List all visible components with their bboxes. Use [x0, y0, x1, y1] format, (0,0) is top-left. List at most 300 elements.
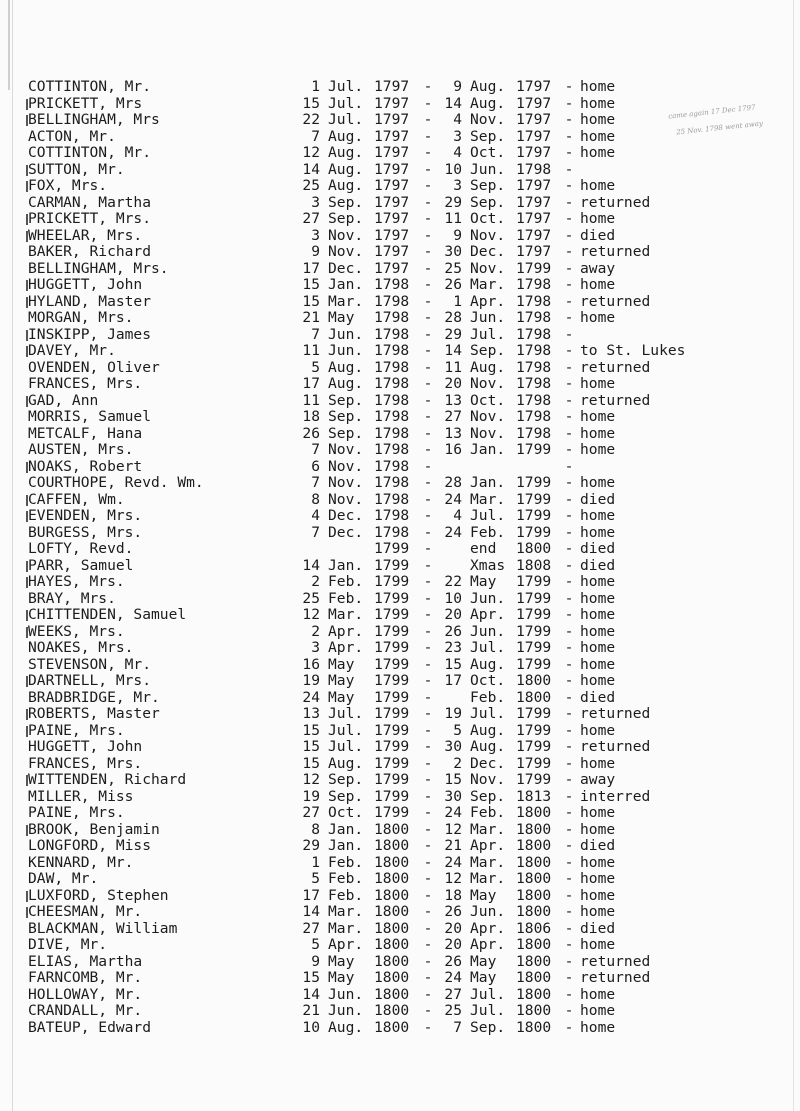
register-row [24, 921, 736, 938]
entry-dash: - [564, 458, 574, 475]
entry-dash: - [564, 409, 574, 425]
entry-dash: - [564, 920, 574, 937]
register-row [24, 343, 736, 360]
entry-end-year: 1800 [516, 673, 552, 689]
entry-end-day: 20 [444, 376, 462, 392]
entry-end-day: 24 [444, 524, 462, 541]
entry-start-year: 1799 [374, 656, 410, 673]
entry-start-day: 12 [302, 772, 320, 788]
scan-edge-mark [26, 775, 28, 786]
entry-end-month: Sep. [470, 343, 506, 359]
entry-end-day: 11 [444, 211, 462, 227]
entry-dash: - [423, 970, 433, 986]
entry-end-day: 20 [444, 920, 462, 937]
entry-dash: - [564, 937, 574, 953]
entry-end-year: 1806 [516, 920, 552, 937]
entry-end-year: 1800 [516, 689, 552, 706]
register-row [24, 211, 736, 228]
register-row [24, 459, 736, 476]
entry-end-month: Aug. [470, 739, 506, 755]
entry-outcome: home [580, 672, 616, 689]
entry-end-day: 27 [444, 409, 462, 425]
entry-end-day: 20 [444, 607, 462, 623]
entry-start-month: Jun. [328, 326, 364, 343]
register-row [24, 1003, 736, 1020]
entry-end-year: 1799 [516, 607, 552, 623]
entry-end-day: 25 [444, 1003, 462, 1019]
entry-end-day: 26 [444, 904, 462, 920]
entry-end-year: 1797 [516, 178, 552, 194]
scan-edge-mark [26, 495, 28, 506]
entry-end-month: Jun. [470, 310, 506, 326]
entry-outcome: home [580, 523, 616, 541]
entry-name: LUXFORD, Stephen [28, 887, 169, 904]
entry-end-month: Mar. [470, 821, 506, 838]
entry-dash: - [423, 508, 433, 524]
entry-start-day: 14 [302, 904, 320, 920]
entry-end-year: 1798 [516, 161, 552, 178]
register-row [24, 805, 736, 822]
entry-start-year: 1800 [374, 904, 410, 920]
scan-edge-mark [26, 577, 28, 588]
entry-end-month: Mar. [470, 871, 506, 887]
entry-end-day: 29 [444, 326, 462, 343]
entry-start-day: 27 [302, 211, 320, 227]
entry-dash: - [564, 821, 574, 838]
entry-name: MILLER, Miss [28, 788, 134, 805]
entry-name: NOAKS, Robert [28, 458, 143, 475]
register-row [24, 756, 736, 773]
entry-end-month: Sep. [470, 178, 506, 194]
entry-start-year: 1797 [374, 194, 410, 211]
entry-end-month: Aug. [470, 722, 506, 739]
entry-start-year: 1799 [374, 706, 410, 722]
entry-start-day: 21 [302, 1003, 320, 1019]
entry-end-day: 11 [444, 359, 462, 376]
entry-start-year: 1798 [374, 491, 410, 508]
entry-end-month: Nov. [470, 772, 506, 788]
entry-start-year: 1798 [374, 524, 410, 541]
entry-start-year: 1800 [374, 920, 410, 937]
entry-end-day: 26 [444, 277, 462, 293]
entry-end-day: 29 [444, 194, 462, 211]
entry-end-year: 1799 [516, 524, 552, 541]
entry-start-year: 1799 [374, 574, 410, 590]
entry-start-year: 1800 [374, 970, 410, 986]
entry-dash: - [564, 590, 574, 607]
entry-dash: - [564, 260, 574, 277]
entry-start-month: Jul. [328, 722, 364, 739]
entry-outcome [580, 327, 736, 344]
entry-dash: - [564, 392, 574, 409]
entry-outcome: home [580, 606, 616, 623]
entry-end-day [440, 558, 470, 575]
entry-outcome: home [580, 754, 616, 772]
entry-end-day: 4 [453, 145, 462, 161]
entry-end-year: 1799 [516, 475, 552, 491]
entry-end-month: Feb. [470, 689, 506, 706]
entry-end-day [440, 690, 470, 707]
entry-outcome: home [580, 820, 616, 838]
entry-end-day: 4 [453, 112, 462, 128]
entry-name: MORGAN, Mrs. [28, 310, 134, 326]
entry-end-month: Jun. [470, 161, 506, 178]
scan-edge-mark [26, 330, 28, 341]
entry-end-month: Nov. [470, 376, 506, 392]
entry-start-day: 19 [302, 673, 320, 689]
entry-end-year: 1797 [516, 128, 552, 145]
entry-dash: - [564, 442, 574, 458]
entry-end-year: 1798 [516, 425, 552, 442]
entry-name: SUTTON, Mr. [28, 161, 125, 178]
entry-end-year: 1800 [516, 1019, 552, 1036]
entry-end-month: Nov. [470, 425, 506, 442]
entry-start-day: 16 [302, 656, 320, 673]
entry-dash: - [423, 310, 433, 326]
register-row [24, 640, 736, 657]
entry-dash: - [423, 244, 433, 260]
register-row [24, 409, 736, 426]
entry-end-month: May [470, 970, 497, 986]
entry-start-year: 1798 [374, 508, 410, 524]
entry-name: WITTENDEN, Richard [28, 772, 187, 788]
entry-end-year: 1799 [516, 706, 552, 722]
entry-outcome: home [580, 870, 616, 887]
entry-start-day: 29 [302, 838, 320, 854]
entry-dash: - [423, 112, 433, 128]
entry-end-month: Apr. [470, 920, 506, 937]
entry-outcome: died [580, 226, 616, 244]
entry-dash: - [564, 722, 574, 739]
entry-start-month: Feb. [328, 574, 364, 590]
scan-edge-mark [26, 561, 28, 572]
page-right-edge [793, 0, 794, 1111]
entry-end-month: Sep. [470, 194, 506, 211]
register-row [24, 739, 736, 756]
entry-name: FRANCES, Mrs. [28, 755, 143, 772]
register-row [24, 360, 736, 377]
entry-end-month: Jul. [470, 986, 506, 1003]
scan-edge-mark [26, 346, 28, 357]
entry-end-day: 10 [444, 590, 462, 607]
entry-start-month: Jan. [328, 821, 364, 838]
entry-end-year: 1808 [516, 557, 552, 574]
entry-dash: - [564, 706, 574, 722]
entry-start-month: Aug. [328, 359, 364, 376]
entry-outcome: returned [580, 292, 651, 310]
entry-end-year: 1799 [516, 260, 552, 277]
entry-start-day: 14 [302, 161, 320, 178]
entry-end-day: 15 [444, 656, 462, 673]
register-row [24, 475, 736, 492]
entry-start-month: Jan. [328, 838, 364, 854]
entry-start-month: Nov. [328, 458, 364, 475]
register-row [24, 937, 736, 954]
entry-end-month: Mar. [470, 491, 506, 508]
entry-dash: - [564, 541, 574, 557]
entry-end-day: 2 [453, 755, 462, 772]
register-row [24, 888, 736, 905]
entry-end-month: Jul. [470, 706, 506, 722]
register-row [24, 970, 736, 987]
entry-name: ACTON, Mr. [28, 128, 116, 145]
entry-dash: - [564, 161, 574, 178]
entry-outcome: interred [580, 787, 651, 805]
entry-dash: - [423, 458, 433, 475]
entry-dash: - [423, 475, 433, 491]
entry-start-day: 19 [302, 788, 320, 805]
entry-end-year: 1799 [516, 755, 552, 772]
entry-start-month: Sep. [328, 425, 364, 442]
entry-start-month: Apr. [328, 623, 364, 640]
entry-dash: - [423, 788, 433, 805]
entry-end-month: Oct. [470, 145, 506, 161]
entry-name: BAKER, Richard [28, 244, 152, 260]
register-body [24, 79, 736, 1036]
register-row [24, 574, 736, 591]
entry-dash: - [423, 409, 433, 425]
entry-dash: - [564, 376, 574, 392]
entry-name: OVENDEN, Oliver [28, 359, 160, 376]
entry-end-day: 23 [444, 640, 462, 656]
entry-start-month: Dec. [328, 508, 364, 524]
entry-end-year: 1800 [516, 838, 552, 854]
entry-start-month: Mar. [328, 920, 364, 937]
entry-dash: - [564, 475, 574, 491]
entry-name: FRANCES, Mrs. [28, 376, 143, 392]
entry-start-day: 15 [302, 277, 320, 293]
entry-start-year: 1798 [374, 343, 410, 359]
entry-start-month: Jul. [328, 95, 364, 112]
entry-dash: - [564, 524, 574, 541]
entry-end-year: 1798 [516, 409, 552, 425]
scan-edge-mark [26, 165, 28, 176]
entry-name: BELLINGHAM, Mrs [28, 112, 160, 128]
register-row [24, 244, 736, 261]
entry-end-year: 1797 [516, 244, 552, 260]
entry-name: DAW, Mr. [28, 871, 99, 887]
entry-end-day: 24 [444, 805, 462, 821]
entry-outcome [580, 162, 736, 179]
entry-start-day: 3 [311, 194, 320, 211]
entry-start-month: Feb. [328, 854, 364, 871]
entry-end-year: 1800 [516, 854, 552, 871]
entry-end-year: 1797 [516, 79, 552, 95]
scan-edge-mark [26, 825, 28, 836]
register-row [24, 871, 736, 888]
scan-edge-mark [26, 214, 28, 225]
entry-outcome: away [580, 771, 616, 788]
entry-name: CARMAN, Martha [28, 194, 152, 211]
entry-outcome: returned [580, 391, 651, 409]
entry-end-day: 26 [444, 623, 462, 640]
entry-dash: - [564, 970, 574, 986]
entry-dash: - [564, 838, 574, 854]
entry-end-day: 7 [453, 1019, 462, 1036]
entry-start-day: 2 [311, 623, 320, 640]
entry-name: HYLAND, Master [28, 293, 152, 310]
entry-dash: - [564, 112, 574, 128]
entry-start-year: 1800 [374, 986, 410, 1003]
entry-dash: - [423, 145, 433, 161]
register-row [24, 376, 736, 393]
register-row [24, 393, 736, 410]
entry-end-month: Oct. [470, 211, 506, 227]
register-row [24, 525, 736, 542]
entry-end-day: 3 [453, 128, 462, 145]
scan-edge-mark [26, 726, 28, 737]
entry-name: CRANDALL, Mr. [28, 1003, 143, 1019]
page-binding-mark [8, 0, 10, 90]
entry-end-month: Aug. [470, 359, 506, 376]
entry-dash: - [564, 607, 574, 623]
entry-end-month: Oct. [470, 392, 506, 409]
entry-dash: - [423, 640, 433, 656]
entry-outcome: home [580, 721, 616, 739]
entry-name: FARNCOMB, Mr. [28, 970, 143, 986]
entry-end-day: 30 [444, 788, 462, 805]
entry-end-day: 4 [453, 508, 462, 524]
entry-name: WHEELAR, Mrs. [28, 227, 143, 244]
entry-dash: - [564, 508, 574, 524]
entry-dash: - [423, 821, 433, 838]
entry-start-month: Jul. [328, 739, 364, 755]
entry-start-month [328, 541, 374, 558]
entry-dash: - [564, 887, 574, 904]
entry-end-day: 24 [444, 854, 462, 871]
entry-dash: - [423, 986, 433, 1003]
entry-dash: - [423, 293, 433, 310]
entry-end-year: 1799 [516, 590, 552, 607]
register-row [24, 294, 736, 311]
entry-end-month: May [470, 953, 497, 970]
entry-start-month: Apr. [328, 937, 364, 953]
register-row [24, 178, 736, 195]
scan-edge-mark [26, 511, 28, 522]
entry-start-day: 3 [311, 640, 320, 656]
entry-name: BROOK, Benjamin [28, 821, 160, 838]
entry-start-year: 1800 [374, 1003, 410, 1019]
entry-start-month: Sep. [328, 211, 364, 227]
entry-end-month: Feb. [470, 805, 506, 821]
entry-end-year: 1800 [516, 871, 552, 887]
entry-name: DARTNELL, Mrs. [28, 673, 152, 689]
entry-start-year: 1797 [374, 161, 410, 178]
entry-start-month: Aug. [328, 128, 364, 145]
entry-outcome: returned [580, 358, 651, 376]
entry-dash: - [423, 557, 433, 574]
entry-name: BRAY, Mrs. [28, 590, 116, 607]
entry-start-month: Jul. [328, 112, 364, 128]
entry-end-month: Aug. [470, 79, 506, 95]
entry-end-day: 20 [444, 937, 462, 953]
entry-end-year: 1813 [516, 788, 552, 805]
entry-start-year: 1799 [374, 673, 410, 689]
register-row [24, 442, 736, 459]
entry-start-month: Feb. [328, 590, 364, 607]
entry-end-year: 1799 [516, 772, 552, 788]
entry-dash: - [564, 79, 574, 95]
entry-start-year: 1799 [374, 689, 410, 706]
entry-end-month: Dec. [470, 244, 506, 260]
entry-dash: - [423, 706, 433, 722]
entry-end-month: Sep. [470, 788, 506, 805]
entry-start-day: 7 [311, 442, 320, 458]
entry-outcome: died [580, 919, 616, 937]
entry-name: BATEUP, Edward [28, 1019, 152, 1036]
entry-end-year: 1797 [516, 145, 552, 161]
register-row [24, 96, 736, 113]
register-row [24, 558, 736, 575]
entry-dash: - [423, 1019, 433, 1036]
entry-end-day: 13 [444, 425, 462, 442]
entry-dash: - [564, 326, 574, 343]
entry-start-day: 5 [311, 359, 320, 376]
entry-dash: - [564, 953, 574, 970]
entry-name: PAINE, Mrs. [28, 805, 125, 821]
entry-end-day: 28 [444, 475, 462, 491]
entry-start-month: Aug. [328, 145, 364, 161]
entry-dash: - [564, 178, 574, 194]
entry-end-year: 1799 [516, 623, 552, 640]
entry-dash: - [423, 722, 433, 739]
entry-start-year: 1798 [374, 425, 410, 442]
entry-dash: - [423, 491, 433, 508]
entry-start-year: 1797 [374, 227, 410, 244]
entry-end-day: 9 [453, 227, 462, 244]
entry-end-year: 1799 [516, 491, 552, 508]
entry-dash: - [423, 904, 433, 920]
scan-edge-mark [26, 297, 28, 308]
entry-start-year: 1799 [374, 623, 410, 640]
entry-start-month: Jan. [328, 277, 364, 293]
entry-end-year: 1799 [516, 508, 552, 524]
entry-outcome: home [580, 177, 616, 194]
scan-edge-mark [26, 891, 28, 902]
entry-name: BRADBRIDGE, Mr. [28, 689, 160, 706]
entry-outcome: home [580, 639, 616, 656]
entry-start-year: 1797 [374, 178, 410, 194]
entry-dash: - [564, 491, 574, 508]
entry-end-day: 30 [444, 244, 462, 260]
entry-end-day: 21 [444, 838, 462, 854]
entry-dash: - [423, 326, 433, 343]
entry-dash: - [423, 920, 433, 937]
entry-start-day: 15 [302, 293, 320, 310]
entry-dash: - [564, 244, 574, 260]
entry-end-day: 22 [444, 574, 462, 590]
entry-dash: - [423, 623, 433, 640]
entry-end-month: Dec. [470, 755, 506, 772]
entry-start-year: 1797 [374, 211, 410, 227]
entry-start-year: 1798 [374, 326, 410, 343]
entry-outcome: home [580, 144, 616, 161]
entry-end-year: 1798 [516, 376, 552, 392]
entry-outcome: home [580, 375, 616, 392]
scan-edge-mark [26, 280, 28, 291]
entry-start-month: Mar. [328, 904, 364, 920]
register-row [24, 145, 736, 162]
entry-end-month: Jan. [470, 442, 506, 458]
scan-edge-mark [26, 181, 28, 192]
entry-end-day [440, 541, 470, 558]
entry-start-year: 1798 [374, 409, 410, 425]
entry-start-year: 1800 [374, 838, 410, 854]
register-row [24, 772, 736, 789]
entry-dash: - [423, 854, 433, 871]
entry-start-month: Sep. [328, 409, 364, 425]
entry-end-year: 1798 [516, 343, 552, 359]
